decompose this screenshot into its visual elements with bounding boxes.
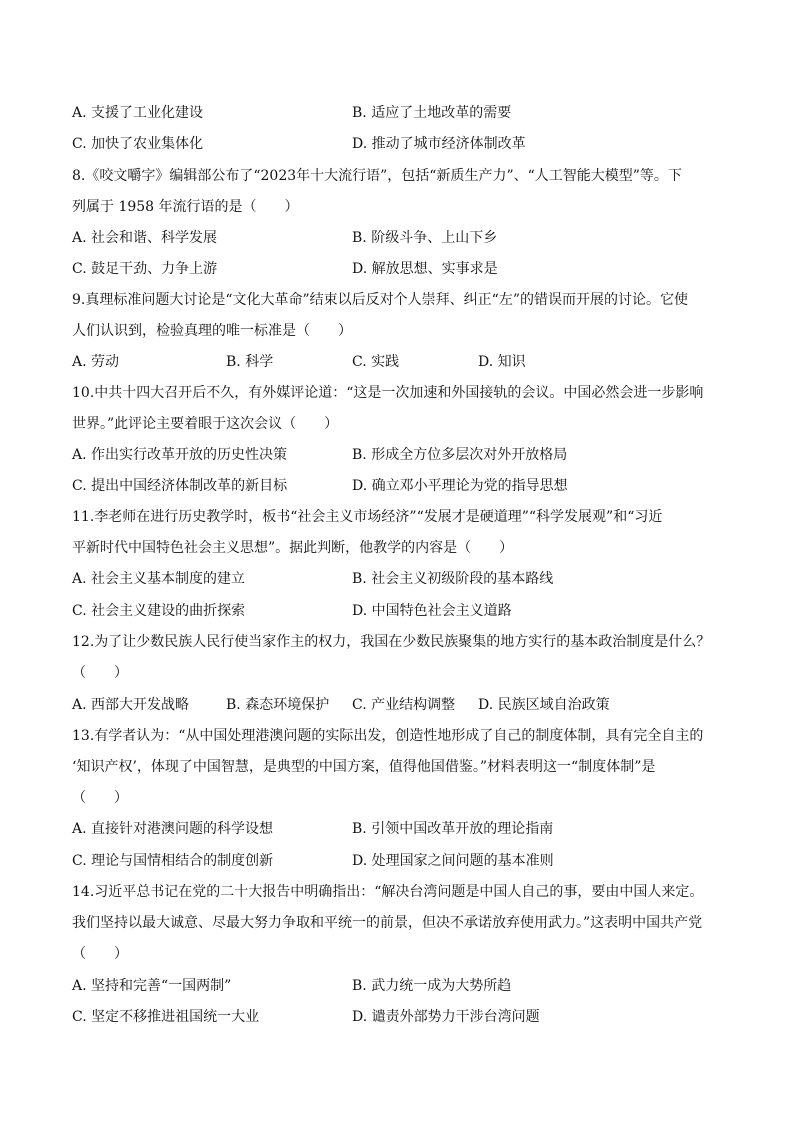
q8-option-a: A. 社会和谐、科学发展 — [72, 230, 218, 246]
q10-option-a: A. 作出实行改革开放的历史性决策 — [72, 447, 288, 463]
q14-stem-line-1: 14.习近平总书记在党的二十大报告中明确指出：“解决台湾问题是中国人自己的事，要由中国人来定。 — [72, 884, 704, 900]
q11-stem-line-2: 平新时代中国特色社会主义思想”。据此判断，他教学的内容是（ ） — [72, 540, 514, 556]
q14-option-b: B. 武力统一成为大势所趋 — [352, 978, 512, 994]
q13-stem-line-1: 13.有学者认为：“从中国处理港澳问题的实际出发，创造性地形成了自己的制度体制，具有完全自主的 — [72, 728, 704, 744]
q9-option-b: B. 科学 — [226, 354, 274, 370]
q14-option-a: A. 坚持和完善“一国两制” — [72, 978, 232, 994]
q8-option-d: D. 解放思想、实事求是 — [352, 261, 498, 277]
q11-stem-line-1: 11.李老师在进行历史教学时，板书“社会主义市场经济”“发展才是硬道理”“科学发展观”和“习近 — [72, 509, 663, 525]
q12-stem-line-1: 12.为了让少数民族人民行使当家作主的权力，我国在少数民族聚集的地方实行的基本政治制度是什么？ — [72, 634, 711, 650]
q10-stem-line-1: 10.中共十四大召开后不久，有外媒评论道：“这是一次加速和外国接轨的会议。中国必然会进一步影响 — [72, 385, 704, 401]
q13-stem-line-2: ‘知识产权’，体现了中国智慧，是典型的中国方案，值得他国借鉴。”材料表明这一“制度体制”是 — [72, 759, 656, 775]
q7-option-a: A. 支援了工业化建设 — [72, 105, 204, 121]
q11-option-b: B. 社会主义初级阶段的基本路线 — [352, 571, 554, 587]
q7-option-c: C. 加快了农业集体化 — [72, 136, 204, 152]
q14-stem-line-2: 我们坚持以最大诚意、尽最大努力争取和平统一的前景，但决不承诺放弃使用武力。”这表明中国共产党 — [72, 915, 703, 931]
q9-option-a: A. 劳动 — [72, 354, 120, 370]
q10-option-c: C. 提出中国经济体制改革的新目标 — [72, 478, 288, 494]
q13-option-a: A. 直接针对港澳问题的科学设想 — [72, 821, 274, 837]
q10-stem-line-2: 世界。”此评论主要着眼于这次会议（ ） — [72, 416, 339, 432]
q7-option-b: B. 适应了土地改革的需要 — [352, 105, 512, 121]
q7-option-d: D. 推动了城市经济体制改革 — [352, 136, 526, 152]
q8-option-b: B. 阶级斗争、上山下乡 — [352, 230, 498, 246]
q13-option-b: B. 引领中国改革开放的理论指南 — [352, 821, 554, 837]
q9-option-c: C. 实践 — [352, 354, 400, 370]
q13-option-c: C. 理论与国情相结合的制度创新 — [72, 853, 274, 869]
q13-stem-line-3: （ ） — [72, 790, 128, 806]
q12-option-b: B. 森态环境保护 — [226, 697, 330, 713]
q8-stem-line-2: 列属于 1958 年流行语的是（ ） — [72, 199, 299, 215]
q10-option-d: D. 确立邓小平理论为党的指导思想 — [352, 478, 568, 494]
q14-option-c: C. 坚定不移推进祖国统一大业 — [72, 1009, 260, 1025]
q13-option-d: D. 处理国家之间问题的基本准则 — [352, 853, 554, 869]
q12-option-c: C. 产业结构调整 — [352, 697, 456, 713]
q12-option-a: A. 西部大开发战略 — [72, 697, 190, 713]
q11-option-d: D. 中国特色社会主义道路 — [352, 603, 512, 619]
q14-option-d: D. 谴责外部势力干涉台湾问题 — [352, 1009, 540, 1025]
q8-option-c: C. 鼓足干劲、力争上游 — [72, 261, 218, 277]
q9-stem-line-1: 9.真理标准问题大讨论是“文化大革命”结束以后反对个人崇拜、纠正“左”的错误而开展的讨论。它使 — [72, 292, 688, 308]
q11-option-c: C. 社会主义建设的曲折探索 — [72, 603, 246, 619]
q12-option-d: D. 民族区域自治政策 — [478, 697, 610, 713]
q11-option-a: A. 社会主义基本制度的建立 — [72, 571, 246, 587]
q8-stem-line-1: 8.《咬文嚼字》编辑部公布了“2023年十大流行语”，包括“新质生产力”、“人工智能大模型”等。下 — [72, 168, 682, 184]
q9-stem-line-2: 人们认识到，检验真理的唯一标准是（ ） — [72, 323, 352, 339]
q9-option-d: D. 知识 — [478, 354, 526, 370]
q14-stem-line-3: （ ） — [72, 946, 128, 962]
q12-stem-line-2: （ ） — [72, 665, 128, 681]
q10-option-b: B. 形成全方位多层次对外开放格局 — [352, 447, 568, 463]
